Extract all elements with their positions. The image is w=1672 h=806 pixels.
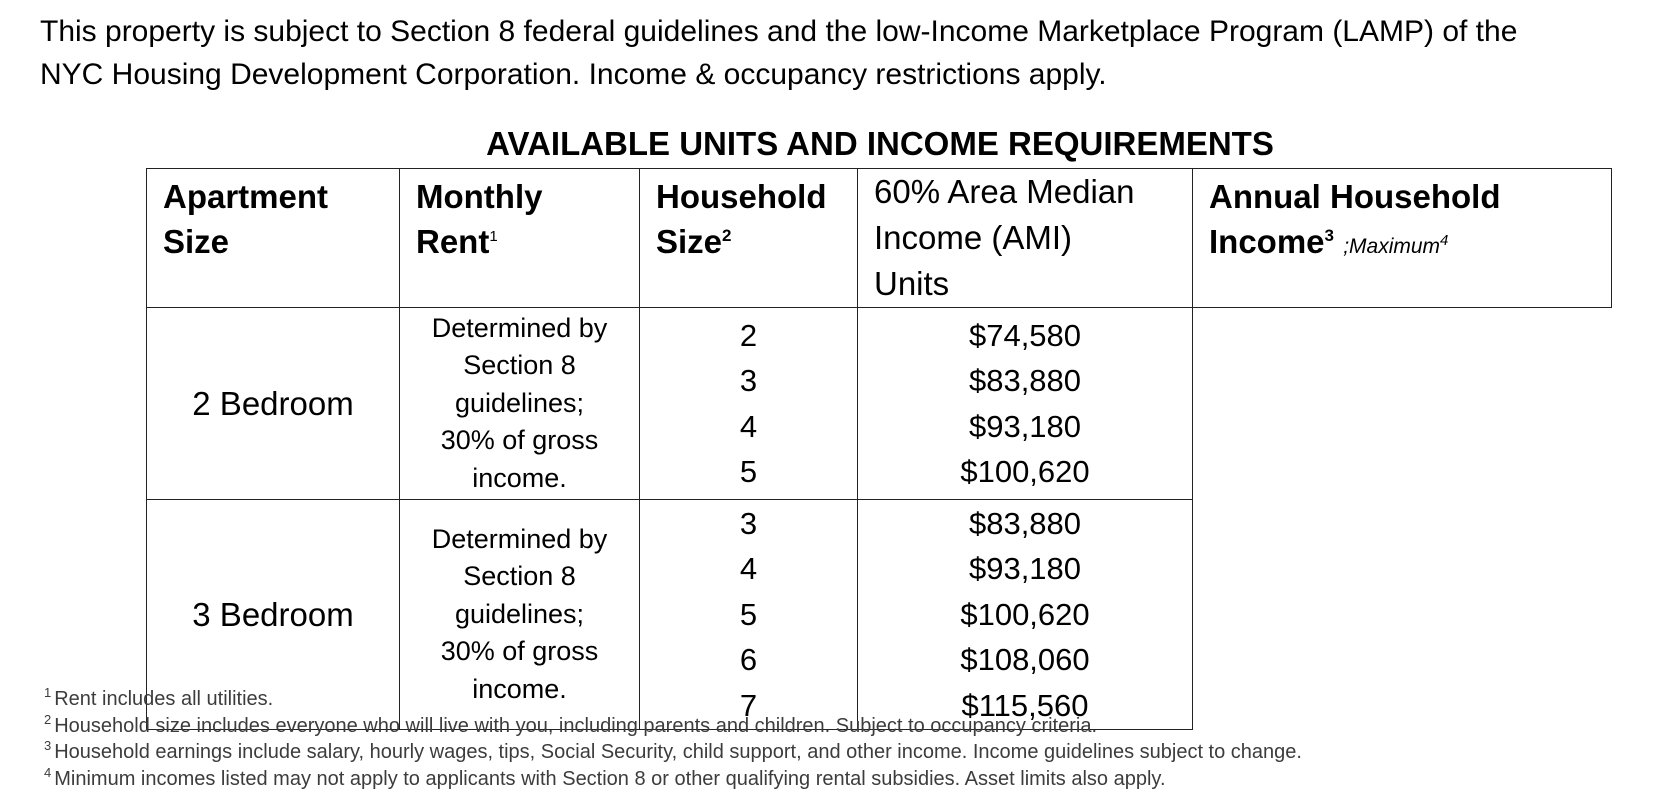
- household-size-value: 5: [739, 454, 758, 489]
- footnote-ref-3: 3: [1324, 226, 1335, 245]
- footnote: $^3$ Household earnings include salary, hourly wages, tips, Social Security, child support, and other income. Income guidelines subject to change.: [44, 738, 1302, 763]
- footnote: $^1$ Rent includes all utilities.: [44, 685, 274, 710]
- income-value: $93,180: [968, 551, 1082, 587]
- ami-line-1: 60% Area Median: [874, 173, 1135, 210]
- income-value: $83,880: [968, 363, 1082, 398]
- header-household-size: Household Size$^2$: [640, 169, 858, 308]
- table-title: AVAILABLE UNITS AND INCOME REQUIREMENTS: [486, 125, 1274, 162]
- footnotes: [44, 686, 1644, 792]
- household-size-value: 2: [739, 317, 758, 353]
- footnote-ref-4: 4: [1440, 232, 1449, 249]
- income-value: $74,580: [968, 317, 1082, 353]
- intro-line-1: This property is subject to Section 8 federal guidelines and the low-Income Marketplace Program (LAMP) of the: [40, 15, 1518, 48]
- income-value: $100,620: [960, 454, 1090, 489]
- income-maximum-note: ;Maximum$^4$: [1343, 232, 1449, 258]
- income-value: $100,620: [960, 596, 1090, 632]
- income-value: $93,180: [968, 408, 1082, 444]
- household-size-value: 3: [739, 363, 758, 398]
- household-size-value: 4: [739, 551, 758, 587]
- footnote: $^4$ Minimum incomes listed may not apply to applicants with Section 8 or other qualifying rental subsidies. Asset limits also apply.: [44, 764, 1166, 790]
- household-size-value: 5: [739, 596, 758, 632]
- monthly-rent-cell: Determined by Section 8 guidelines; 30% of gross income.: [400, 308, 640, 500]
- monthly-rent-cell: Determined by Section 8 guidelines; 30% of gross income.: [400, 500, 640, 730]
- household-size-value: 4: [739, 408, 758, 444]
- intro-paragraph: [40, 10, 1660, 96]
- table-row: [147, 308, 1612, 500]
- income-value: $115,560: [961, 687, 1089, 723]
- table-header-row: [147, 169, 1612, 308]
- ami-line-3: Units: [874, 265, 950, 302]
- footnote-ref-1: 1: [489, 228, 498, 245]
- apartment-size-cell: 2 Bedroom: [147, 308, 400, 500]
- income-value: $83,880: [968, 505, 1082, 541]
- header-annual-income: Annual Household Income$^3$ ;Maximum$^4$: [1193, 169, 1612, 308]
- ami-label-cell: [858, 169, 1193, 308]
- household-size-value: 7: [739, 687, 758, 723]
- income-value: $108,060: [960, 642, 1090, 678]
- ami-line-2: Income (AMI): [874, 219, 1073, 256]
- header-monthly-rent: Monthly Rent$^1$: [400, 169, 640, 308]
- household-size-value: 3: [739, 505, 758, 541]
- footnote-ref-2: 2: [722, 226, 732, 245]
- annual-income-cell: [858, 308, 1193, 500]
- apartment-size-cell: 3 Bedroom: [147, 500, 400, 730]
- intro-line-2: NYC Housing Development Corporation. Income & occupancy restrictions apply.: [40, 58, 1107, 91]
- units-income-table: [146, 168, 1612, 730]
- header-apartment-size: Apartment Size: [147, 169, 400, 308]
- household-size-cell: [640, 308, 858, 500]
- footnote: $^2$ Household size includes everyone who will live with you, including parents and children. Subject to occupancy criteria.: [44, 711, 1098, 737]
- household-size-value: 6: [739, 642, 758, 678]
